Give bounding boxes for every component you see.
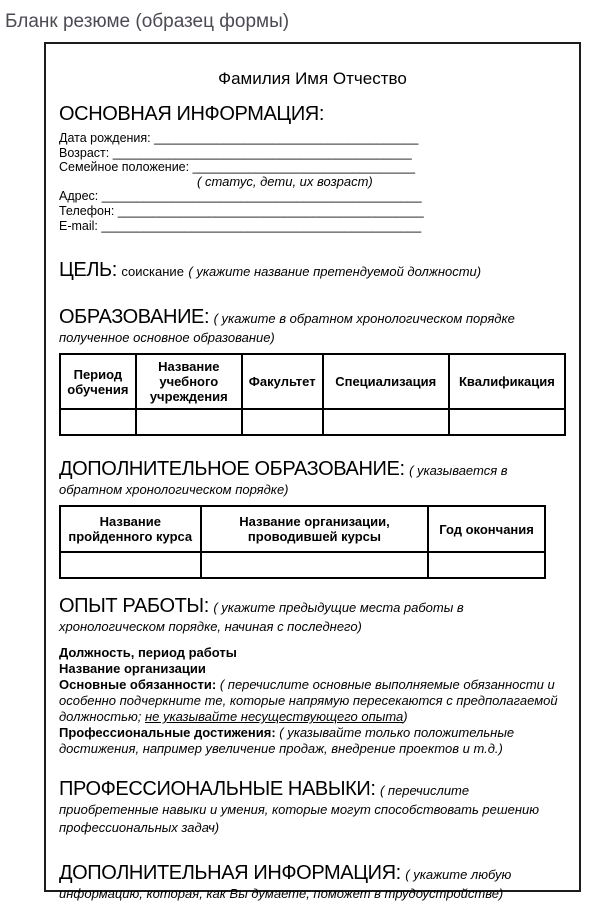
experience-organization-line: Название организации xyxy=(59,661,206,677)
achievements-note: ( указывайте только положительные достижения, например увеличение продаж, внедрение проектов и т.д.) xyxy=(59,725,515,757)
education-heading-line xyxy=(59,305,566,347)
skills-heading: ПРОФЕССИОНАЛЬНЫЕ НАВЫКИ: xyxy=(59,778,376,801)
goal-text: соискание xyxy=(121,264,184,280)
field-email-blank: ______________________________________________ xyxy=(101,218,422,233)
additional-education-table-empty-row xyxy=(60,552,545,578)
field-age xyxy=(59,146,566,161)
education-empty-cell xyxy=(136,409,242,435)
field-address-label: Адрес: xyxy=(59,189,99,204)
field-phone-label: Телефон: xyxy=(59,203,115,218)
additional-education-heading: ДОПОЛНИТЕЛЬНОЕ ОБРАЗОВАНИЕ: xyxy=(59,458,405,481)
section-goal xyxy=(59,258,566,282)
education-table-header-row xyxy=(60,354,565,409)
field-email-label: E-mail: xyxy=(59,218,98,233)
section-skills xyxy=(59,777,566,837)
additional-education-empty-cell xyxy=(201,552,429,578)
experience-heading-line xyxy=(59,594,566,636)
section-experience xyxy=(59,594,566,757)
goal-note: ( укажите название претендуемой должности) xyxy=(188,264,482,280)
additional-education-col-year: Год окончания xyxy=(428,506,544,552)
field-birth-date-label: Дата рождения: xyxy=(59,131,151,145)
education-table-empty-row xyxy=(60,409,565,435)
field-age-blank: ___________________________________________ xyxy=(112,145,412,160)
duties-note-part2: ) xyxy=(403,709,408,725)
field-birth-date xyxy=(59,131,566,146)
experience-note: ( укажите предыдущие места работы в хронологическом порядке, начиная с последнего) xyxy=(59,600,464,635)
field-marital-status-blank: ________________________________ xyxy=(192,160,416,175)
additional-education-note: ( указывается в обратном хронологическом порядке) xyxy=(59,463,508,498)
field-phone xyxy=(59,204,566,219)
section-additional-info xyxy=(59,861,566,903)
experience-duties xyxy=(59,677,566,725)
skills-note: ( перечислите приобретенные навыки и умения, которые могут способствовать решению профессиональных задач) xyxy=(59,783,540,836)
additional-education-empty-cell xyxy=(428,552,544,578)
additional-education-empty-cell xyxy=(60,552,201,578)
field-birth-date-blank: ______________________________________ xyxy=(154,131,419,145)
education-col-faculty: Факультет xyxy=(242,354,323,409)
field-marital-status-label: Семейное положение: xyxy=(59,160,190,175)
basic-info-heading: ОСНОВНАЯ ИНФОРМАЦИЯ: xyxy=(59,103,324,125)
full-name-title: Фамилия Имя Отчество xyxy=(218,69,407,88)
achievements-label: Профессиональные достижения: xyxy=(59,725,276,741)
section-basic-info xyxy=(59,102,566,233)
education-note: ( укажите в обратном хронологическом порядке полученное основное образование) xyxy=(59,311,515,346)
basic-info-fields xyxy=(59,131,566,233)
education-empty-cell xyxy=(449,409,565,435)
duties-note-part1: ( перечислите основные выполняемые обязанности и особенно подчеркните те, которые напрямую пересекаются с предполагаемой должностью; xyxy=(59,677,558,725)
field-age-label: Возраст: xyxy=(59,145,110,160)
duties-note-underlined: не указывайте несуществующего опыта xyxy=(144,709,404,725)
additional-education-col-course: Название пройденного курса xyxy=(60,506,201,552)
additional-education-heading-line xyxy=(59,457,566,499)
section-additional-education xyxy=(59,457,566,579)
section-education xyxy=(59,305,566,436)
field-address xyxy=(59,189,566,204)
education-col-specialization: Специализация xyxy=(323,354,449,409)
duties-label: Основные обязанности: xyxy=(59,677,217,693)
education-empty-cell xyxy=(242,409,323,435)
field-email xyxy=(59,219,566,234)
experience-heading: ОПЫТ РАБОТЫ: xyxy=(59,595,209,618)
marital-status-note: ( статус, дети, их возраст) xyxy=(197,173,373,189)
experience-details xyxy=(59,645,566,757)
resume-form xyxy=(44,42,581,902)
experience-position-line: Должность, период работы xyxy=(59,645,237,661)
education-empty-cell xyxy=(60,409,136,435)
field-address-blank: ______________________________________________ xyxy=(101,189,422,204)
additional-education-table-header-row xyxy=(60,506,545,552)
education-heading: ОБРАЗОВАНИЕ: xyxy=(59,306,210,329)
additional-education-col-organization: Название организации, проводившей курсы xyxy=(201,506,429,552)
field-phone-blank: ____________________________________________ xyxy=(117,203,424,218)
education-col-qualification: Квалификация xyxy=(449,354,565,409)
education-col-period: Период обучения xyxy=(60,354,136,409)
additional-info-heading: ДОПОЛНИТЕЛЬНАЯ ИНФОРМАЦИЯ: xyxy=(59,862,401,885)
education-empty-cell xyxy=(323,409,449,435)
additional-info-note: ( укажите любую информацию, которая, как Вы думаете, поможет в трудоустройстве) xyxy=(59,867,512,902)
goal-heading: ЦЕЛЬ: xyxy=(59,259,117,282)
additional-education-table xyxy=(59,505,546,579)
experience-achievements xyxy=(59,725,566,757)
field-marital-status xyxy=(59,160,566,175)
education-col-institution: Название учебного учреждения xyxy=(136,354,242,409)
education-table xyxy=(59,353,566,436)
page-title: Бланк резюме (образец формы) xyxy=(5,11,290,32)
